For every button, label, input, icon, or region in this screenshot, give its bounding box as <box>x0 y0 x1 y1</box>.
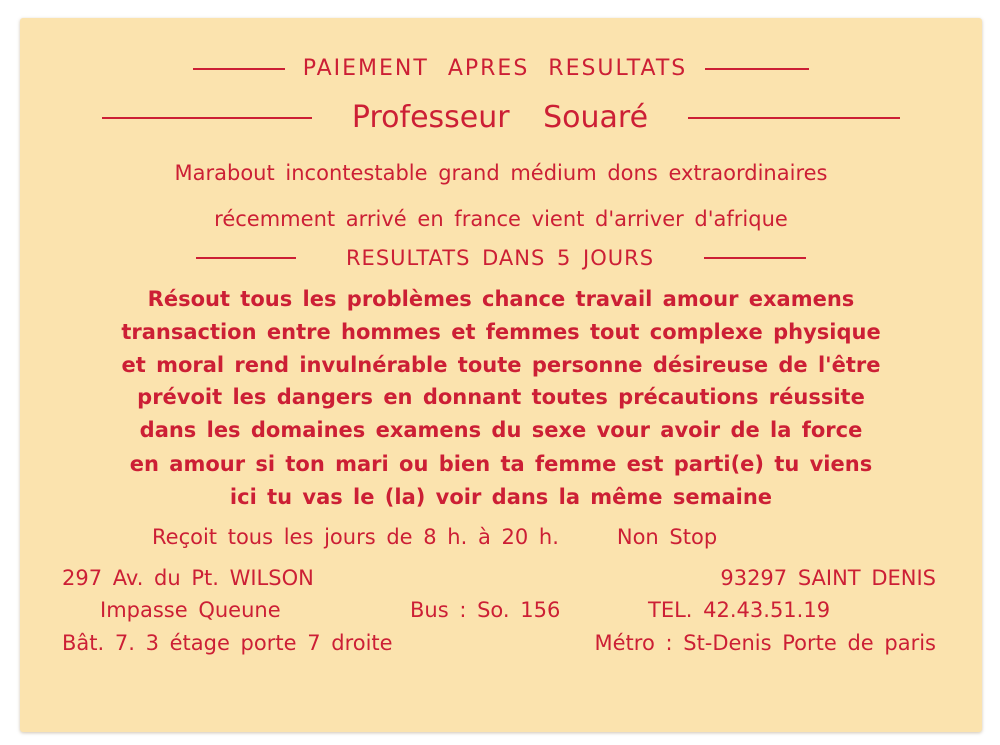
service-text: Résout tous les problèmes chance travail amour examens <box>147 287 855 311</box>
address-line-1 <box>20 566 982 590</box>
rule-right <box>705 68 809 70</box>
service-line <box>20 287 982 311</box>
street-address: 297 Av. du Pt. WILSON <box>62 566 314 590</box>
building-info: Bât. 7. 3 étage porte 7 droite <box>62 631 393 655</box>
payment-line: PAIEMENT APRES RESULTATS <box>302 56 688 81</box>
service-text: en amour si ton mari ou bien ta femme est parti(e) tu viens <box>129 452 873 476</box>
hours-text: Reçoit tous les jours de 8 h. à 20 h. <box>152 525 559 549</box>
address-line-3 <box>20 631 982 655</box>
non-stop-label: Non Stop <box>616 525 718 549</box>
service-text: transaction entre hommes et femmes tout complexe physique <box>121 320 881 344</box>
service-line <box>20 320 982 344</box>
service-text: ici tu vas le (la) voir dans la même semaine <box>229 485 773 509</box>
rule-right <box>688 117 900 119</box>
telephone: TEL. 42.43.51.19 <box>648 598 831 622</box>
rule-left <box>193 68 285 70</box>
service-line <box>20 385 982 409</box>
intro-line-1 <box>20 161 982 185</box>
service-line <box>20 485 982 509</box>
bus-info: Bus : So. 156 <box>410 598 561 622</box>
name-header <box>20 100 982 135</box>
impasse: Impasse Queune <box>100 598 281 622</box>
hours-line <box>20 525 982 549</box>
address-line-2 <box>20 598 982 622</box>
rule-left <box>102 117 312 119</box>
service-text: et moral rend invulnérable toute personne désireuse de l'être <box>121 353 881 377</box>
service-line <box>20 418 982 442</box>
business-card <box>20 18 982 732</box>
city: 93297 SAINT DENIS <box>720 566 936 590</box>
service-text: prévoit les dangers en donnant toutes précautions réussite <box>137 385 865 409</box>
service-line <box>20 452 982 476</box>
service-line <box>20 353 982 377</box>
intro-text: Marabout incontestable grand médium dons extraordinaires <box>174 161 828 185</box>
intro-line-2 <box>20 207 982 231</box>
service-text: dans les domaines examens du sexe vour avoir de la force <box>139 418 863 442</box>
metro-info: Métro : St-Denis Porte de paris <box>594 631 936 655</box>
intro-text: récemment arrivé en france vient d'arriver d'afrique <box>214 207 788 231</box>
payment-header <box>20 56 982 81</box>
rule-left <box>196 257 296 259</box>
rule-right <box>704 257 806 259</box>
results-text: RESULTATS DANS 5 JOURS <box>345 246 655 270</box>
results-banner <box>20 246 982 270</box>
professor-name: Professeur Souaré <box>351 100 649 135</box>
